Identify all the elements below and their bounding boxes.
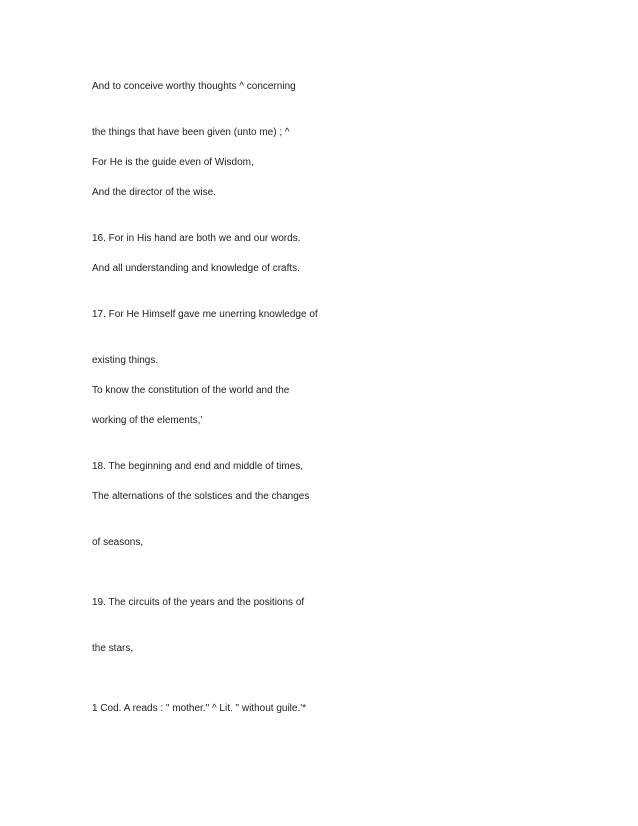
text-line: of seasons,: [92, 537, 144, 548]
text-line: The alternations of the solstices and the changes: [92, 491, 310, 502]
text-line: For He is the guide even of Wisdom,: [92, 157, 254, 168]
text-line: And the director of the wise.: [92, 187, 216, 198]
text-line: 17. For He Himself gave me unerring knowledge of: [92, 309, 318, 320]
text-line: To know the constitution of the world and the: [92, 385, 290, 396]
text-line: 19. The circuits of the years and the positions of: [92, 597, 305, 608]
footnote-line: 1 Cod. A reads : " mother." ^ Lit. " without guile.'*: [92, 703, 307, 714]
text-line: And all understanding and knowledge of crafts.: [92, 263, 300, 274]
text-line: 16. For in His hand are both we and our words.: [92, 233, 301, 244]
text-line: existing things.: [92, 355, 159, 366]
text-line: working of the elements,': [92, 415, 203, 426]
text-line: And to conceive worthy thoughts ^ concerning: [92, 81, 296, 92]
text-line: 18. The beginning and end and middle of times,: [92, 461, 304, 472]
text-line: the things that have been given (unto me) ; ^: [92, 127, 290, 138]
text-line: the stars,: [92, 643, 134, 654]
